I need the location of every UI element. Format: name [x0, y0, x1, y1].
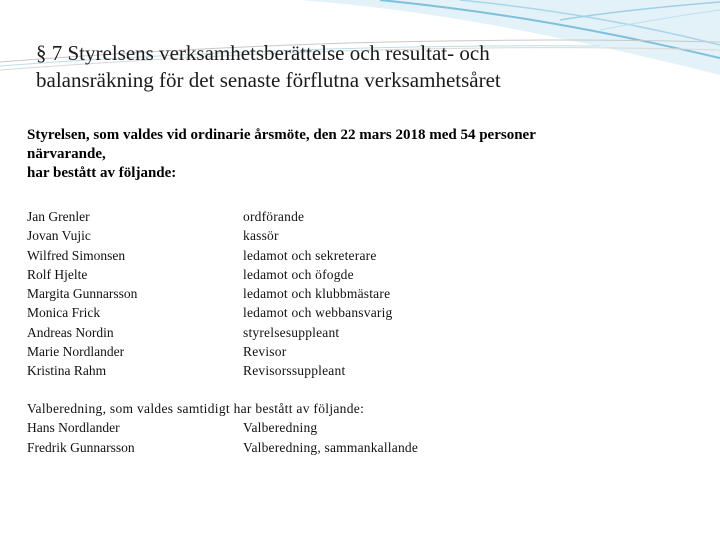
- member-name: Wilfred Simonsen: [27, 247, 126, 263]
- member-name: Jan Grenler: [27, 209, 90, 224]
- board-member-list: [27, 207, 687, 381]
- member-role: Revisor: [243, 344, 287, 360]
- member-role: ordförande: [243, 209, 305, 224]
- member-role: styrelsesuppleant: [243, 324, 340, 340]
- valberedning-row: [27, 438, 687, 457]
- member-role: Valberedning, sammankallande: [243, 439, 419, 455]
- member-name: Monica Frick: [27, 305, 101, 321]
- member-role: ledamot och webbansvarig: [243, 305, 393, 321]
- board-row: [27, 265, 687, 284]
- member-name: Andreas Nordin: [27, 324, 114, 340]
- board-row: [27, 323, 687, 342]
- valberedning-section: [27, 399, 687, 457]
- valberedning-heading: Valberedning, som valdes samtidigt har bestått av följande:: [27, 401, 365, 416]
- member-role: Valberedning: [243, 420, 318, 436]
- member-name: Hans Nordlander: [27, 420, 120, 436]
- slide-title: [36, 40, 696, 94]
- member-name: Kristina Rahm: [27, 363, 107, 379]
- member-role: kassör: [243, 228, 279, 244]
- member-name: Rolf Hjelte: [27, 266, 88, 282]
- valberedning-row: [27, 418, 687, 437]
- slide-title-line-2: balansräkning för det senaste förflutna verksamhetsåret: [36, 68, 501, 92]
- board-row: [27, 226, 687, 245]
- member-name: Margita Gunnarsson: [27, 286, 138, 302]
- intro-paragraph: [27, 126, 687, 183]
- intro-line-2: närvarande,: [27, 146, 106, 162]
- member-role: ledamot och klubbmästare: [243, 286, 391, 302]
- board-row: [27, 361, 687, 380]
- member-name: Marie Nordlander: [27, 344, 125, 360]
- board-row: [27, 246, 687, 265]
- board-row: [27, 303, 687, 322]
- member-role: ledamot och öfogde: [243, 266, 354, 282]
- member-name: Fredrik Gunnarsson: [27, 439, 135, 455]
- member-role: ledamot och sekreterare: [243, 247, 377, 263]
- board-row: [27, 284, 687, 303]
- member-role: Revisorssuppleant: [243, 363, 346, 379]
- intro-line-1: Styrelsen, som valdes vid ordinarie årsmöte, den 22 mars 2018 med 54 personer: [27, 127, 536, 143]
- slide-title-line-1: § 7 Styrelsens verksamhetsberättelse och resultat- och: [36, 41, 490, 65]
- board-row: [27, 342, 687, 361]
- board-row: [27, 207, 687, 226]
- member-name: Jovan Vujic: [27, 228, 91, 244]
- intro-line-3: har bestått av följande:: [27, 165, 177, 181]
